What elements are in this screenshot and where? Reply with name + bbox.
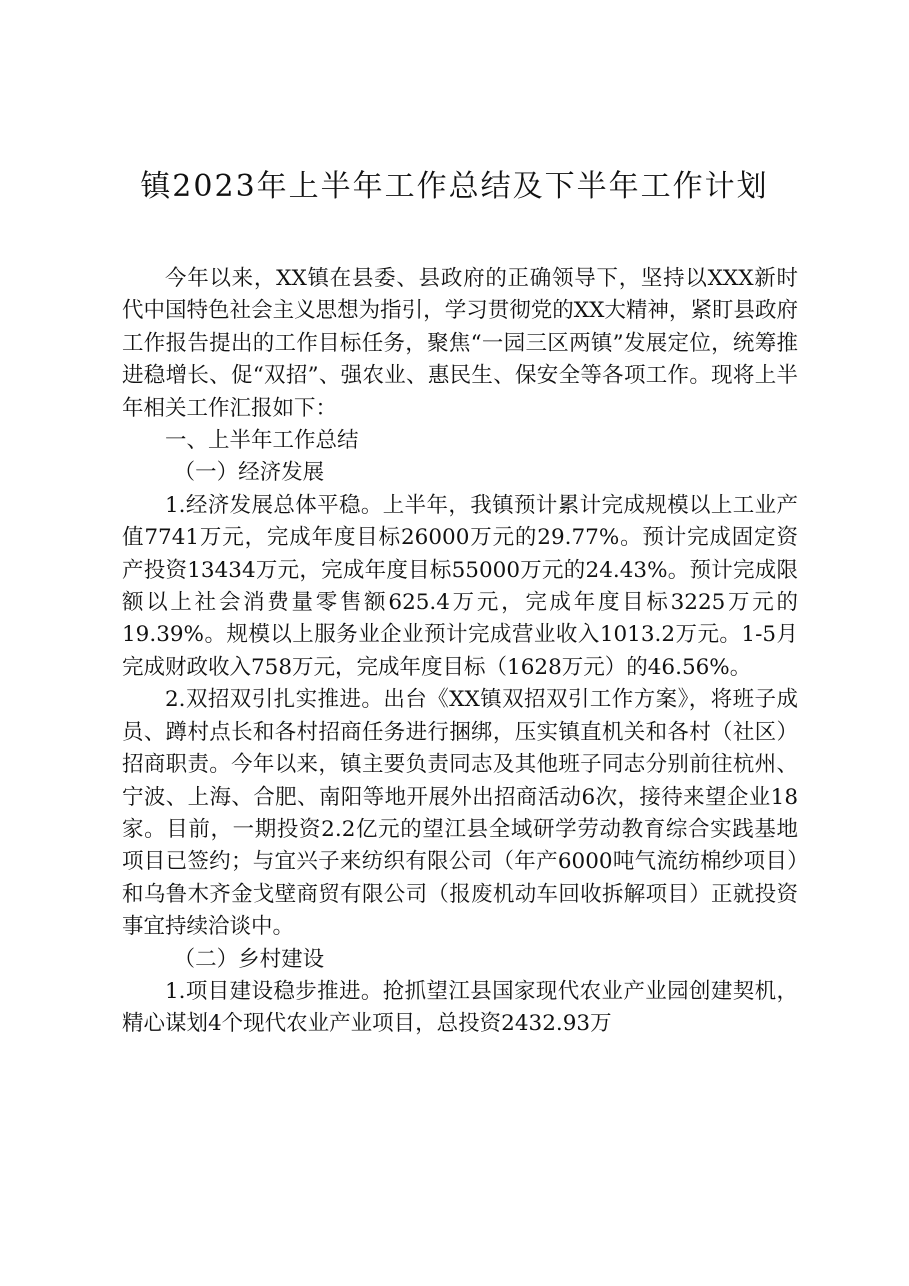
document-body <box>122 263 798 1041</box>
intro-paragraph: 今年以来，XX镇在县委、县政府的正确领导下，坚持以XXX新时代中国特色社会主义思想为指引，学习贯彻党的XX大精神，紧盯县政府工作报告提出的工作目标任务，聚焦“一园三区两镇”发展定位，统筹推进稳增长、促“双招”、强农业、惠民生、保安全等各项工作。现将上半年相关工作汇报如下： <box>122 266 798 421</box>
paragraph-economic-stable: 1.经济发展总体平稳。上半年，我镇预计累计完成规模以上工业产值7741万元，完成年度目标26000万元的29.77%。预计完成固定资产投资13434万元，完成年度目标55000万元的24.43%。预计完成限额以上社会消费量零售额625.4万元，完成年度目标3225万元的19.39%。规模以上服务业企业预计完成营业收入1013.2万元。1-5月完成财政收入758万元，完成年度目标（1628万元）的46.56%。 <box>122 492 798 680</box>
paragraph-project-construction: 1.项目建设稳步推进。抢抓望江县国家现代农业产业园创建契机，精心谋划4个现代农业产业项目，总投资2432.93万 <box>122 978 798 1037</box>
paragraph-investment-attraction: 2.双招双引扎实推进。出台《XX镇双招双引工作方案》，将班子成员、蹲村点长和各村招商任务进行捆绑，压实镇直机关和各村（社区）招商职责。今年以来，镇主要负责同志及其他班子同志分别前往杭州、宁波、上海、合肥、南阳等地开展外出招商活动6次，接待来望企业18家。目前，一期投资2.2亿元的望江县全域研学劳动教育综合实践基地项目已签约；与宜兴子来纺织有限公司（年产6000吨气流纺棉纱项目）和乌鲁木齐金戈壁商贸有限公司（报废机动车回收拆解项目）正就投资事宜持续洽谈中。 <box>122 687 798 940</box>
section-heading-first-half-summary: 一、上半年工作总结 <box>165 428 359 454</box>
document-title: 镇2023年上半年工作总结及下半年工作计划 <box>140 169 769 204</box>
subsection-heading-economic-development: （一）经济发展 <box>173 460 325 486</box>
subsection-heading-rural-construction: （二）乡村建设 <box>173 946 325 972</box>
